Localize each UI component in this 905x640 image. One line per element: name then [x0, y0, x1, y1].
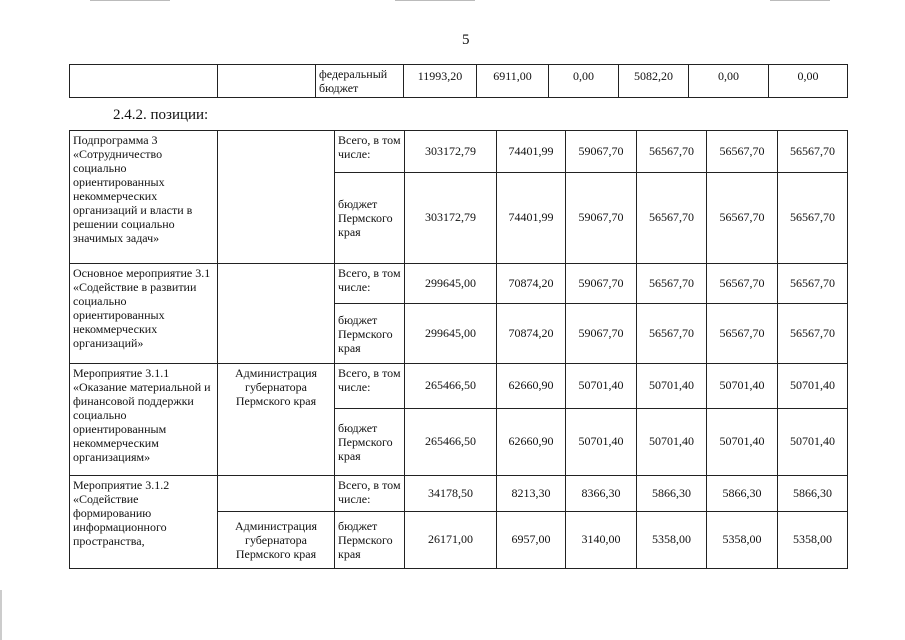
continuation-table	[69, 64, 848, 98]
value-cell: 50701,40	[637, 364, 707, 409]
value-cell: 74401,99	[497, 131, 566, 173]
value-cell: 6957,00	[497, 512, 566, 569]
value-cell: 59067,70	[566, 264, 637, 304]
value-cell: 56567,70	[778, 131, 848, 173]
value-cell: 0,00	[549, 65, 619, 98]
executor	[218, 476, 335, 512]
funding-source: Всего, в том числе:	[335, 476, 405, 512]
value-cell: 59067,70	[566, 131, 637, 173]
value-cell: 0,00	[689, 65, 769, 98]
value-cell: 50701,40	[707, 409, 778, 476]
program-name: Мероприятие 3.1.2 «Содействие формированию информационного пространства,	[70, 476, 218, 569]
table-row	[70, 476, 848, 512]
value-cell: 74401,99	[497, 173, 566, 264]
table-row	[70, 65, 848, 98]
table-row	[70, 131, 848, 173]
funding-source: бюджет Пермского края	[335, 304, 405, 364]
value-cell: 265466,50	[405, 364, 497, 409]
value-cell: 3140,00	[566, 512, 637, 569]
value-cell: 303172,79	[405, 173, 497, 264]
scan-edge-line	[770, 0, 830, 1]
value-cell: 34178,50	[405, 476, 497, 512]
value-cell: 5358,00	[637, 512, 707, 569]
funding-source: бюджет Пермского края	[335, 409, 405, 476]
funding-source: бюджет Пермского края	[335, 173, 405, 264]
value-cell: 299645,00	[405, 304, 497, 364]
funding-source: бюджет Пермского края	[335, 512, 405, 569]
executor	[218, 264, 335, 364]
value-cell: 299645,00	[405, 264, 497, 304]
funding-source: Всего, в том числе:	[335, 264, 405, 304]
value-cell: 50701,40	[637, 409, 707, 476]
value-cell: 6911,00	[477, 65, 549, 98]
funding-source: Всего, в том числе:	[335, 131, 405, 173]
value-cell: 5082,20	[619, 65, 689, 98]
program-name: Подпрограмма 3 «Сотрудничество социально ориентированных некоммерческих организаций и власти в решении социально значимых задач»	[70, 131, 218, 264]
value-cell: 56567,70	[707, 264, 778, 304]
value-cell: 56567,70	[778, 173, 848, 264]
value-cell: 59067,70	[566, 173, 637, 264]
scan-edge-mark	[0, 590, 2, 640]
table-row	[70, 364, 848, 409]
value-cell: 26171,00	[405, 512, 497, 569]
section-heading: 2.4.2. позиции:	[113, 107, 209, 123]
value-cell: 5866,30	[707, 476, 778, 512]
executor: Администрация губернатора Пермского края	[218, 364, 335, 476]
value-cell: 56567,70	[637, 131, 707, 173]
funding-table	[69, 130, 848, 569]
value-cell: 50701,40	[707, 364, 778, 409]
value-cell: 70874,20	[497, 264, 566, 304]
value-cell: 62660,90	[497, 409, 566, 476]
value-cell: 5358,00	[707, 512, 778, 569]
value-cell: 5866,30	[637, 476, 707, 512]
value-cell: 56567,70	[637, 304, 707, 364]
value-cell: 50701,40	[778, 409, 848, 476]
value-cell: 56567,70	[778, 304, 848, 364]
executor: Администрация губернатора Пермского края	[218, 512, 335, 569]
value-cell: 56567,70	[637, 173, 707, 264]
value-cell: 56567,70	[707, 173, 778, 264]
value-cell: 59067,70	[566, 304, 637, 364]
scan-edge-line	[395, 0, 475, 1]
value-cell: 56567,70	[707, 131, 778, 173]
value-cell: 50701,40	[566, 409, 637, 476]
value-cell: 265466,50	[405, 409, 497, 476]
value-cell: 8366,30	[566, 476, 637, 512]
value-cell: 70874,20	[497, 304, 566, 364]
value-cell: 11993,20	[404, 65, 477, 98]
page-number: 5	[462, 32, 470, 48]
value-cell: 5866,30	[778, 476, 848, 512]
value-cell: 56567,70	[778, 264, 848, 304]
value-cell: 56567,70	[707, 304, 778, 364]
table-row	[70, 264, 848, 304]
value-cell: 50701,40	[566, 364, 637, 409]
funding-source: Всего, в том числе:	[335, 364, 405, 409]
value-cell: 62660,90	[497, 364, 566, 409]
program-name: Основное мероприятие 3.1 «Содействие в развитии социально ориентированных некоммерческих организаций»	[70, 264, 218, 364]
executor	[218, 131, 335, 264]
program-name: Мероприятие 3.1.1 «Оказание материальной и финансовой поддержки социально ориентированным некоммерческим организациям»	[70, 364, 218, 476]
scan-edge-line	[90, 0, 170, 1]
value-cell: 50701,40	[778, 364, 848, 409]
table-cell	[70, 65, 218, 98]
value-cell: 303172,79	[405, 131, 497, 173]
value-cell: 8213,30	[497, 476, 566, 512]
value-cell: 0,00	[769, 65, 848, 98]
table-cell	[218, 65, 316, 98]
value-cell: 5358,00	[778, 512, 848, 569]
value-cell: 56567,70	[637, 264, 707, 304]
funding-source: федеральный бюджет	[316, 65, 404, 98]
